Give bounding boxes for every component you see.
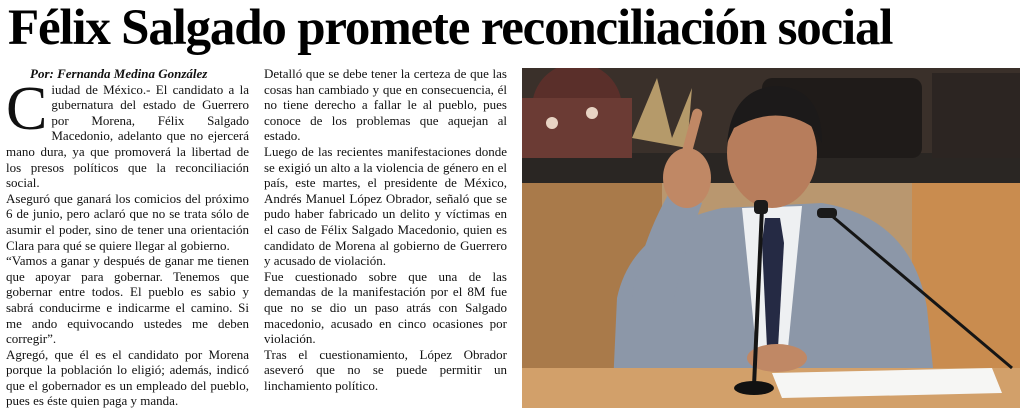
- article-column-1: [6, 66, 249, 409]
- speaker-photo-illustration: [522, 68, 1020, 408]
- drop-cap: C: [6, 74, 48, 143]
- article-column-2: [264, 66, 507, 393]
- paragraph: Agregó, que él es el candidato por Morena porque la población lo eligió; además, indicó que el gobernador es un empleado del pueblo, pues es éste quien paga y manda.: [6, 346, 249, 409]
- paragraph: “Vamos a ganar y después de ganar me tienen que apoyar para gobernar. Tenemos que gobernar entre todos. El pueblo es sabio y sabrá conducirme e indicarme el camino. Si me ando equivocando ustedes me deben corregir”.: [6, 253, 249, 347]
- paragraph-text: iudad de México.- El candidato a la gubernatura del estado de Guerrero por Morena, Félix Salgado Macedonio, adelanto que no ejercerá mano dura, ya que promoverá la libertad de los presos políticos que la reconciliación social.: [6, 81, 249, 191]
- news-photo: [522, 68, 1020, 408]
- paragraph: Detalló que se debe tener la certeza de que las cosas han cambiado y que en consecuencia, él no tiene derecho a fallar le al pueblo, pues conoce de los problemas que aquejan al estado.: [264, 66, 507, 144]
- paragraph: Fue cuestionado sobre que una de las demandas de la manifestación por el 8M fue que no se dio un paso atrás con Salgado macedonio, acusado en cinco ocasiones por violación.: [264, 268, 507, 347]
- paragraph: Tras el cuestionamiento, López Obrador aseveró que no se puede permitir un linchamiento político.: [264, 346, 507, 393]
- headline: Félix Salgado promete reconciliación social: [8, 0, 893, 56]
- paragraph: Luego de las recientes manifestaciones donde se exigió un alto a la violencia de género en el país, este martes, el presidente de México, Andrés Manuel López Obrador, señaló que se pudo haber fabricado un delito y víctimas en el caso de Félix Salgado Macedonio, quien es candidato de Morena al gobierno de Guerrero y acusado de violación.: [264, 143, 507, 269]
- paragraph: [6, 74, 249, 191]
- paragraph: Aseguró que ganará los comicios del próximo 6 de junio, pero aclaró que no se trata sólo de asumir el poder, sino de tener una orientación Clara para qué se quiere llegar al gobierno.: [6, 190, 249, 253]
- byline: Por: Fernanda Medina González: [30, 66, 208, 81]
